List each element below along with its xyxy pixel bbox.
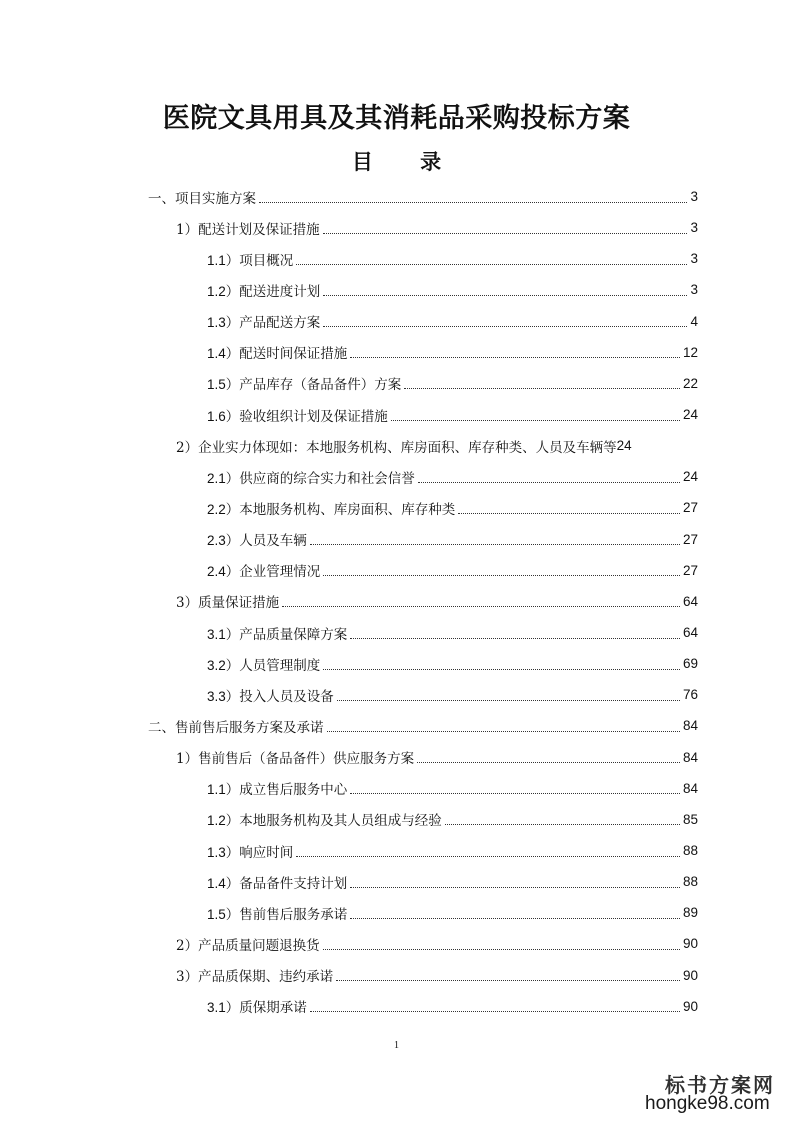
toc-entry-text: ）产品库存（备品备件）方案 xyxy=(225,377,402,394)
toc-entry-text: ）产品配送方案 xyxy=(225,315,321,332)
dot-leader xyxy=(296,843,680,857)
watermark-site-name: 标书方案网 xyxy=(665,1073,775,1097)
toc-entry-label xyxy=(207,809,442,829)
toc-entry[interactable] xyxy=(0,337,793,368)
toc-entry-page: 90 xyxy=(682,936,698,952)
dot-leader xyxy=(391,407,680,421)
toc-entry-label xyxy=(207,342,347,362)
toc-entry[interactable] xyxy=(0,648,793,679)
toc-entry-label xyxy=(207,872,347,892)
toc-entry-text: ）本地服务机构、库房面积、库存种类 xyxy=(225,501,456,518)
toc-entry-number: 2.1 xyxy=(207,470,226,486)
toc-entry[interactable] xyxy=(0,368,793,399)
toc-entry-label: 二、售前售后服务方案及承诺 xyxy=(148,719,324,736)
toc-entry-page: 64 xyxy=(682,593,698,609)
toc-entry-text: ）售前售后服务承诺 xyxy=(225,906,348,923)
toc-entry-page: 88 xyxy=(682,843,698,859)
dot-leader xyxy=(296,251,687,265)
toc-entry-label xyxy=(207,280,320,300)
toc-entry[interactable] xyxy=(0,399,793,430)
toc-entry-label: 1）售前售后（备品备件）供应服务方案 xyxy=(176,751,415,768)
toc-entry-number: 2.3 xyxy=(207,533,226,549)
watermark-url: hongke98.com xyxy=(645,1093,770,1114)
toc-entry-page: 24 xyxy=(682,407,698,423)
dot-leader xyxy=(323,313,687,327)
toc-entry[interactable] xyxy=(0,274,793,305)
toc-entry[interactable] xyxy=(0,243,793,274)
dot-leader xyxy=(282,593,680,607)
toc-entry-page: 69 xyxy=(682,656,698,672)
toc-entry-text: ）备品备件支持计划 xyxy=(225,875,348,892)
dot-leader xyxy=(323,936,680,950)
toc-entry-number: 3.1 xyxy=(207,626,226,642)
toc-entry[interactable] xyxy=(0,555,793,586)
dot-leader xyxy=(350,625,680,639)
dot-leader xyxy=(417,749,680,763)
dot-leader xyxy=(323,562,680,576)
dot-leader xyxy=(418,469,680,483)
toc-entry-label xyxy=(207,623,347,643)
toc-entry-number: 1.6 xyxy=(207,408,226,424)
toc-entry-page: 84 xyxy=(682,749,698,765)
toc-entry[interactable] xyxy=(0,586,793,617)
toc-entry-text: ）配送时间保证措施 xyxy=(225,346,348,363)
toc-entry-number: 1.1 xyxy=(207,252,226,268)
toc-entry-text: ）投入人员及设备 xyxy=(225,688,334,705)
toc-entry-text: ）本地服务机构及其人员组成与经验 xyxy=(225,813,442,830)
toc-entry-number: 1.2 xyxy=(207,813,226,829)
toc-entry-label xyxy=(207,498,455,518)
toc-entry-text: ）成立售后服务中心 xyxy=(225,782,348,799)
toc-entry[interactable] xyxy=(0,928,793,959)
toc-entry[interactable] xyxy=(0,461,793,492)
document-title: 医院文具用具及其消耗品采购投标方案 xyxy=(162,103,631,134)
toc-entry-number: 1.2 xyxy=(207,283,226,299)
dot-leader xyxy=(323,282,687,296)
dot-leader xyxy=(458,500,680,514)
dot-leader xyxy=(350,905,680,919)
toc-entry-text: ）验收组织计划及保证措施 xyxy=(225,408,388,425)
toc-entry[interactable] xyxy=(0,773,793,804)
toc-entry-number: 1.3 xyxy=(207,315,226,331)
toc-entry-page: 12 xyxy=(682,344,698,360)
toc-entry-number: 3.3 xyxy=(207,688,226,704)
toc-entry-page: 64 xyxy=(682,625,698,641)
toc-entry[interactable] xyxy=(0,742,793,773)
toc-entry-number: 1.4 xyxy=(207,875,226,891)
toc-entry-text: ）响应时间 xyxy=(225,844,294,861)
toc-entry-text: ）产品质量保障方案 xyxy=(225,626,348,643)
toc-entry-text: ）供应商的综合实力和社会信誉 xyxy=(225,470,415,487)
toc-entry-page: 90 xyxy=(682,998,698,1014)
toc-entry-page: 3 xyxy=(690,282,698,298)
toc-entry-text: ）质保期承诺 xyxy=(225,1000,307,1017)
toc-entry-label xyxy=(207,560,320,580)
toc-entry-label xyxy=(207,311,320,331)
toc-entry-page: 85 xyxy=(682,811,698,827)
toc-entry-page: 3 xyxy=(690,220,698,236)
toc-entry[interactable] xyxy=(0,181,793,212)
table-of-contents xyxy=(0,181,793,1022)
toc-entry-label xyxy=(207,841,293,861)
toc-entry-number: 1.5 xyxy=(207,377,226,393)
toc-entry-page: 76 xyxy=(682,687,698,703)
toc-heading: 目 录 xyxy=(351,149,462,174)
toc-entry-page: 27 xyxy=(682,500,698,516)
toc-entry-label xyxy=(207,685,334,705)
toc-entry-page: 24 xyxy=(682,469,698,485)
toc-entry-text: ）项目概况 xyxy=(225,252,294,269)
toc-entry[interactable] xyxy=(0,524,793,555)
dot-leader xyxy=(337,687,680,701)
toc-entry-page: 3 xyxy=(690,251,698,267)
toc-entry-page: 22 xyxy=(682,375,698,391)
toc-entry-number: 1.1 xyxy=(207,782,226,798)
toc-entry-label xyxy=(207,903,347,923)
dot-leader xyxy=(336,967,680,981)
dot-leader xyxy=(259,189,687,203)
dot-leader xyxy=(404,375,680,389)
toc-entry-text: ）企业管理情况 xyxy=(225,564,321,581)
toc-entry[interactable] xyxy=(0,897,793,928)
dot-leader xyxy=(445,811,680,825)
toc-entry-label xyxy=(207,654,320,674)
toc-entry[interactable] xyxy=(0,804,793,835)
toc-entry-label xyxy=(207,778,347,798)
toc-entry[interactable] xyxy=(0,306,793,337)
toc-entry-text: ）配送进度计划 xyxy=(225,283,321,300)
dot-leader xyxy=(323,656,680,670)
toc-entry-page: 4 xyxy=(690,313,698,329)
toc-entry-page: 84 xyxy=(682,718,698,734)
dot-leader xyxy=(310,531,680,545)
toc-entry[interactable] xyxy=(0,835,793,866)
toc-entry[interactable] xyxy=(0,710,793,741)
dot-leader xyxy=(350,874,680,888)
dot-leader xyxy=(350,780,680,794)
toc-entry[interactable] xyxy=(0,617,793,648)
toc-entry[interactable] xyxy=(0,430,793,461)
toc-entry-number: 2.4 xyxy=(207,564,226,580)
toc-entry[interactable] xyxy=(0,492,793,523)
toc-entry-label xyxy=(207,996,307,1016)
toc-entry[interactable] xyxy=(0,960,793,991)
toc-entry[interactable] xyxy=(0,866,793,897)
toc-entry-number: 3.2 xyxy=(207,657,226,673)
toc-entry-page: 88 xyxy=(682,874,698,890)
toc-entry[interactable] xyxy=(0,991,793,1022)
toc-entry-label xyxy=(207,249,293,269)
dot-leader xyxy=(310,998,680,1012)
toc-entry-label xyxy=(207,467,415,487)
toc-entry-number: 1.5 xyxy=(207,906,226,922)
page-number: 1 xyxy=(394,1040,399,1051)
toc-entry[interactable] xyxy=(0,212,793,243)
toc-entry-page: 27 xyxy=(682,531,698,547)
toc-entry-number: 2.2 xyxy=(207,501,226,517)
toc-entry-label xyxy=(207,373,401,393)
toc-entry-label: 2）产品质量问题退换货 xyxy=(176,937,320,954)
toc-entry-label: 3）质量保证措施 xyxy=(176,595,280,612)
toc-entry-text: ）人员及车辆 xyxy=(225,533,307,550)
toc-entry-number: 1.3 xyxy=(207,844,226,860)
toc-entry-label: 一、项目实施方案 xyxy=(148,190,256,207)
toc-entry-page: 27 xyxy=(682,562,698,578)
toc-entry-text: ）人员管理制度 xyxy=(225,657,321,674)
toc-entry-number: 1.4 xyxy=(207,346,226,362)
toc-entry-label xyxy=(207,529,307,549)
dot-leader xyxy=(327,718,680,732)
toc-entry-label: 1）配送计划及保证措施 xyxy=(176,221,320,238)
toc-entry[interactable] xyxy=(0,679,793,710)
toc-entry-label xyxy=(207,405,388,425)
toc-entry-label: 3）产品质保期、违约承诺 xyxy=(176,969,334,986)
toc-entry-page: 3 xyxy=(690,189,698,205)
toc-entry-page: 24 xyxy=(616,438,632,454)
toc-entry-page: 90 xyxy=(682,967,698,983)
toc-entry-page: 89 xyxy=(682,905,698,921)
toc-entry-number: 3.1 xyxy=(207,1000,226,1016)
dot-leader xyxy=(323,220,688,234)
dot-leader xyxy=(350,344,680,358)
toc-entry-page: 84 xyxy=(682,780,698,796)
toc-entry-label: 2）企业实力体现如：本地服务机构、库房面积、库存种类、人员及车辆等 xyxy=(176,439,617,456)
